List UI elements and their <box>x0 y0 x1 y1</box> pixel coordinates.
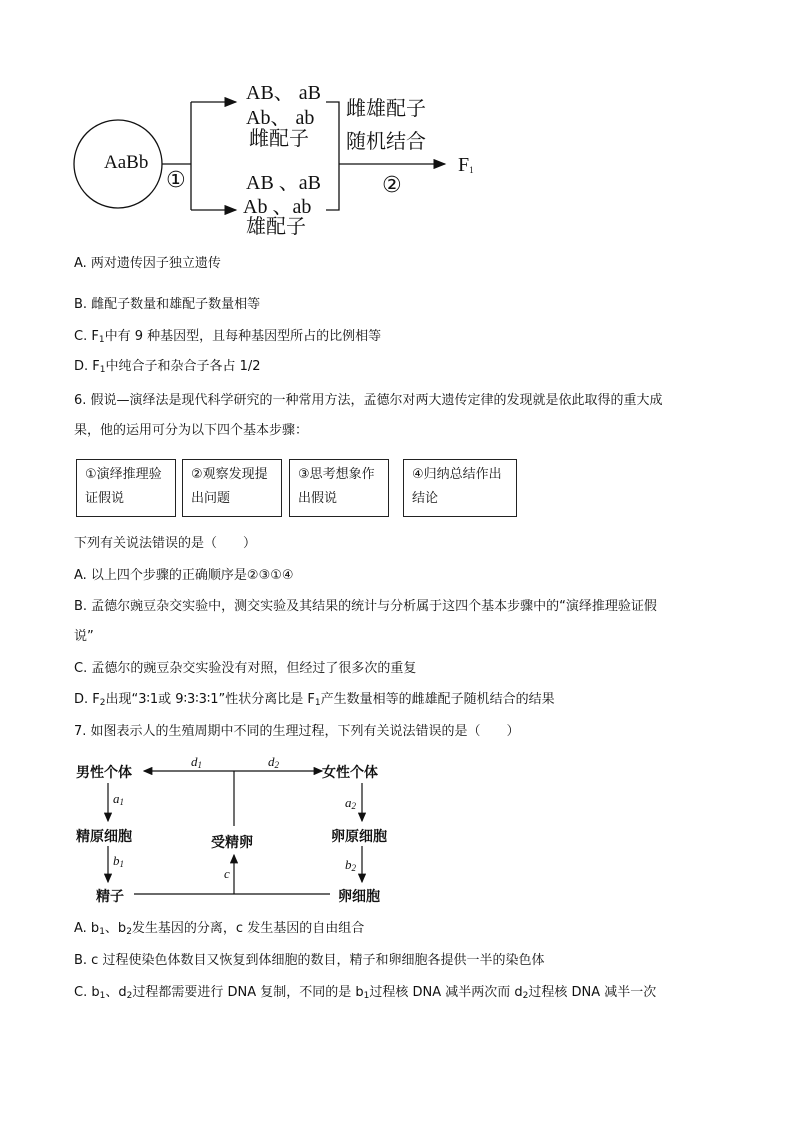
step-box-2 <box>182 459 282 517</box>
zygote: 受精卵 <box>211 835 253 851</box>
male-gametes-line2: Ab 、ab <box>243 196 312 218</box>
step-2-label: ② <box>382 173 402 198</box>
step-box-1-line2: 证假说 <box>85 491 125 506</box>
q6-question: 下列有关说法错误的是（ ） <box>74 536 257 551</box>
male-gamete-label: 雄配子 <box>246 214 306 238</box>
f1-result: $F_1$ <box>458 154 474 176</box>
q6-stem-line1: 6. 假说—演绎法是现代科学研究的一种常用方法，孟德尔对两大遗传定律的发现就是依此取得的重大成 <box>74 393 663 408</box>
q6-option-b-line2: 说” <box>74 629 94 644</box>
b2-label: $b_2$ <box>345 857 356 873</box>
q6-option-a: A. 以上四个步骤的正确顺序是②③①④ <box>74 568 294 583</box>
random-combination-line1: 雌雄配子 <box>346 96 426 120</box>
egg-cell: 卵细胞 <box>338 889 380 905</box>
step-box-1 <box>76 459 176 517</box>
female-gamete-label: 雌配子 <box>249 126 309 150</box>
q7-option-b: B. c 过程使染色体数目又恢复到体细胞的数目，精子和卵细胞各提供一半的染色体 <box>74 953 545 968</box>
step-box-1-line1: ①演绎推理验 <box>85 467 162 482</box>
q6-option-c: C. 孟德尔的豌豆杂交实验没有对照，但经过了很多次的重复 <box>74 661 417 676</box>
q7-option-c: C. $b_1$、$d_2$过程都需要进行 DNA 复制，不同的是 $b_1$过程核 DNA 减半两次而 $d_2$过程核 DNA 减半一次 <box>74 985 657 1001</box>
oogonium: 卵原细胞 <box>331 829 387 845</box>
a2-label: $a_2$ <box>345 795 356 811</box>
male-gametes-line1: AB 、aB <box>246 172 321 194</box>
female-gametes-line2: Ab、 ab <box>246 107 315 129</box>
step-box-2-line1: ②观察发现提 <box>191 467 268 482</box>
q6-option-b-line1: B. 孟德尔豌豆杂交实验中，测交实验及其结果的统计与分析属于这四个基本步骤中的“演绎推理验证假 <box>74 599 657 614</box>
q5-option-b: B. 雌配子数量和雄配子数量相等 <box>74 297 261 312</box>
step-1-label: ① <box>166 168 186 193</box>
a1-label: $a_1$ <box>113 791 124 807</box>
sperm: 精子 <box>96 889 124 905</box>
step-box-3-line2: 出假说 <box>298 491 338 506</box>
d1-label: $d_1$ <box>191 754 202 770</box>
step-box-4-line1: ④归纳总结作出 <box>412 467 502 482</box>
q7-option-a: A. $b_1$、$b_2$发生基因的分离，c 发生基因的自由组合 <box>74 921 365 937</box>
q6-option-d: D. $F_2$出现“3∶1或 9∶3∶3∶1”性状分离比是 $F_1$产生数量相等的雌雄配子随机结合的结果 <box>74 692 555 708</box>
q5-option-a: A. 两对遗传因子独立遗传 <box>74 256 221 271</box>
female-gametes-line1: AB、 aB <box>246 82 321 104</box>
random-combination-line2: 随机结合 <box>346 129 426 153</box>
step-box-2-line2: 出问题 <box>191 491 231 506</box>
step-box-3-line1: ③思考想象作 <box>298 467 375 482</box>
c-label: c <box>224 866 230 881</box>
spermatogonium: 精原细胞 <box>76 829 132 845</box>
q5-option-c: C. $F_1$中有 9 种基因型，且每种基因型所占的比例相等 <box>74 329 382 345</box>
b1-label: $b_1$ <box>113 853 124 869</box>
female-individual: 女性个体 <box>322 765 378 781</box>
d2-label: $d_2$ <box>268 754 279 770</box>
female-bracket <box>326 102 339 210</box>
step-box-3 <box>289 459 389 517</box>
step-box-4 <box>403 459 517 517</box>
q5-option-d: D. $F_1$中纯合子和杂合子各占 1/2 <box>74 359 261 375</box>
step-box-4-line2: 结论 <box>412 491 439 506</box>
q6-stem-line2: 果，他的运用可分为以下四个基本步骤： <box>74 423 309 438</box>
genotype-label: AaBb <box>104 152 149 173</box>
male-individual: 男性个体 <box>76 765 132 781</box>
q7-stem: 7. 如图表示人的生殖周期中不同的生理过程，下列有关说法错误的是（ ） <box>74 724 520 739</box>
